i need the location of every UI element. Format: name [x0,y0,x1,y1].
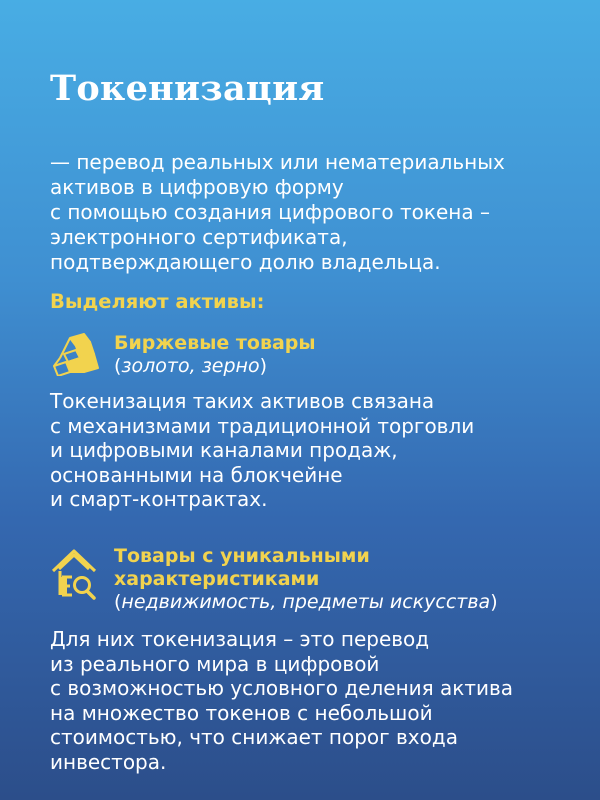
desc-line: на множество токенов с небольшой [50,700,433,725]
category-description [50,627,590,774]
desc-line: с возможностью условного деления актива [50,676,514,700]
desc-line: Для них токенизация – это перевод [50,627,430,651]
desc-line: с механизмами традиционной торговли [50,413,475,438]
page-title: Токенизация [50,68,325,109]
desc-line: и смарт-контрактах. [50,487,268,511]
category-name: Товары с уникальными [114,545,370,567]
gold-bars-icon [50,332,106,380]
desc-line: и цифровыми каналами продаж, [50,438,398,462]
category-examples: (недвижимость, предметы искусства) [114,591,498,613]
intro-line: активов в цифровую форму [50,175,344,199]
intro-line: электронного сертификата, [50,225,348,249]
category-examples: (золото, зерно) [114,355,268,377]
assets-subheading: Выделяют активы: [50,290,265,313]
desc-line: инвестора. [50,749,167,774]
house-search-icon [50,547,106,607]
intro-line: с помощью создания цифрового токена – [50,200,490,224]
category-name: Биржевые товары [114,332,316,354]
desc-line: из реального мира в цифровой [50,651,380,676]
desc-line: основанными на блокчейне [50,462,343,487]
category-description [50,389,590,512]
intro-line: — перевод реальных или нематериальных [50,150,505,174]
intro-definition [50,150,580,275]
category-name: характеристиками [114,568,320,590]
desc-line: стоимостью, что снижает порог входа [50,725,458,749]
desc-line: Токенизация таких активов связана [50,389,435,413]
intro-line: подтверждающего долю владельца. [50,250,441,274]
